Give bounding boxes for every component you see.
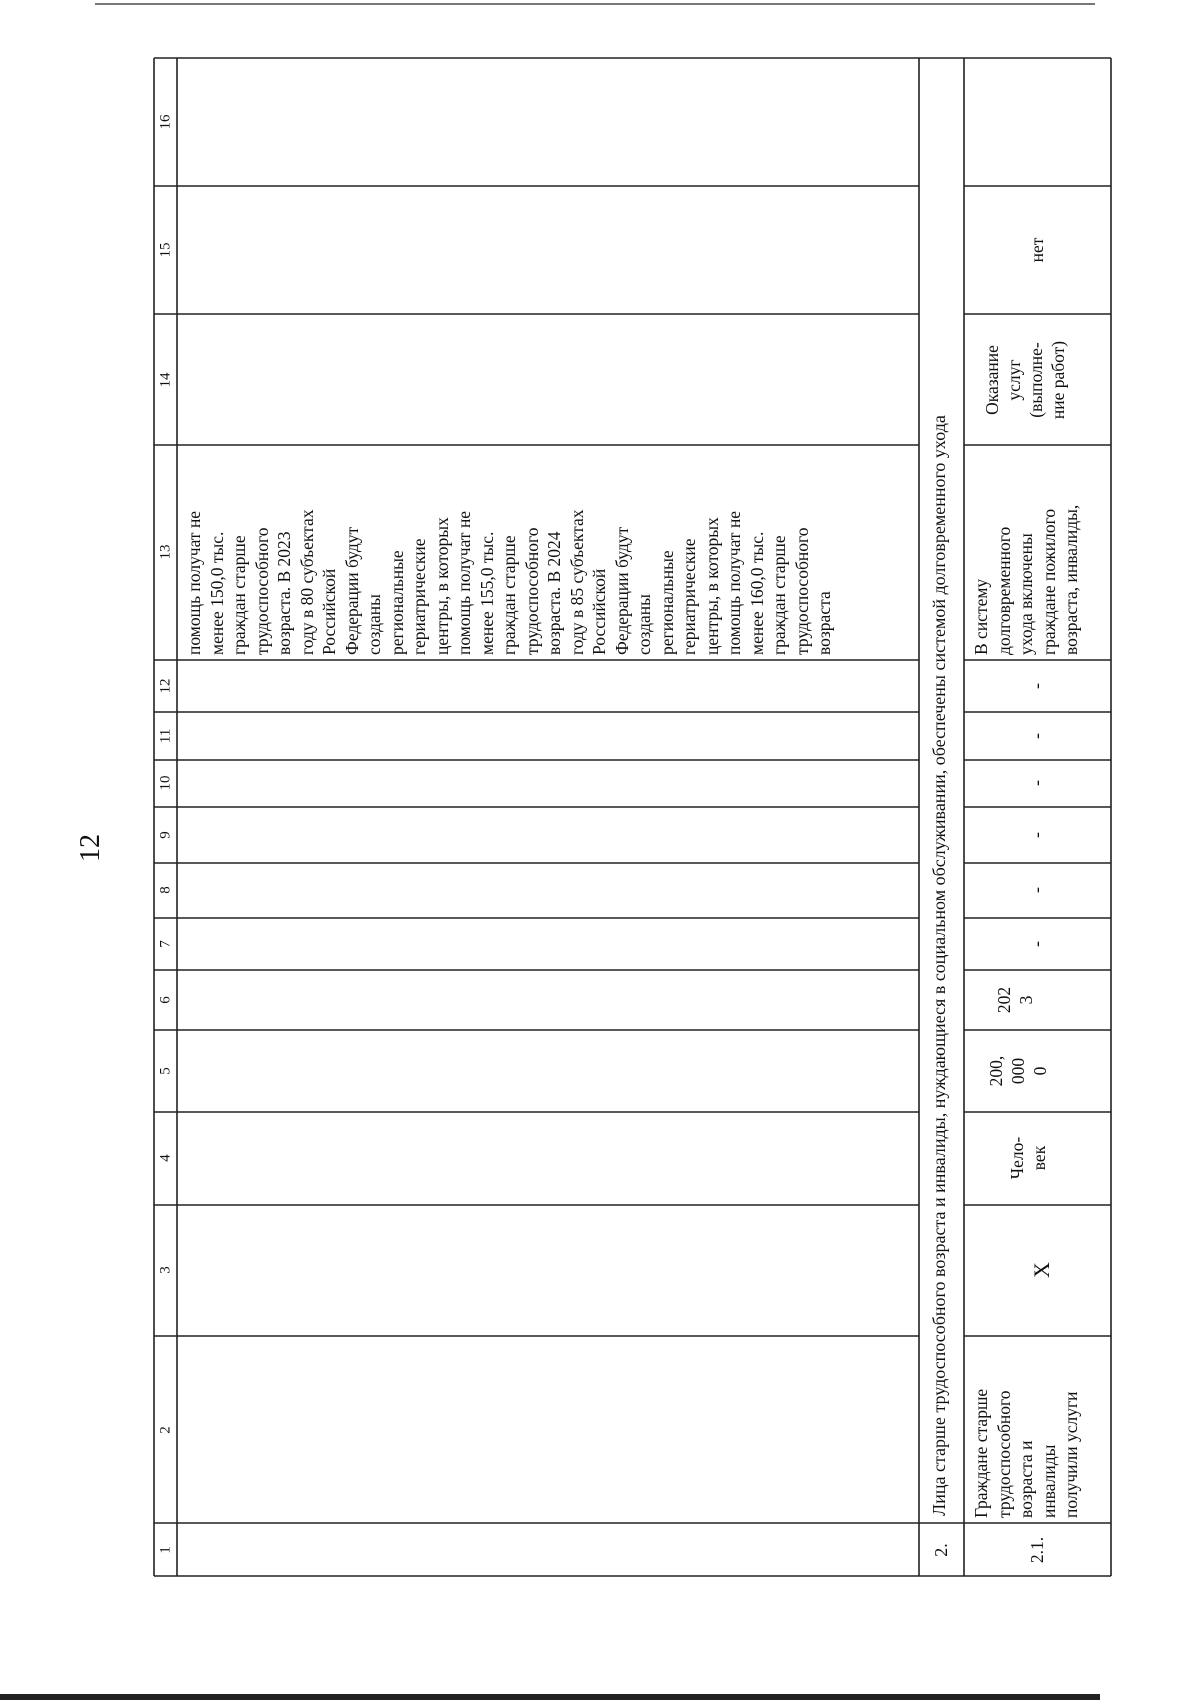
col-header-9: 9 xyxy=(157,831,174,839)
section-title: Лица старше трудоспособного возраста и инвалиды, нуждающиеся в социальном обслуживании, обеспечены системой долговременного ухода xyxy=(929,415,949,1516)
row-2-1-col15: нет xyxy=(1027,237,1047,263)
col-header-11: 11 xyxy=(157,728,174,744)
col-header-15: 15 xyxy=(157,242,174,258)
col-header-14: 14 xyxy=(157,372,174,388)
col-header-6: 6 xyxy=(157,996,174,1004)
row-2-1-col8: - xyxy=(1026,887,1047,893)
row-2-1-col13: В систему долговременного ухода включены граждане пожилого возраста, инвалиды, xyxy=(971,504,1081,655)
col-header-12: 12 xyxy=(157,678,174,694)
row-2-1-unit: Чело- век xyxy=(1007,1136,1049,1180)
row-2-1-col9: - xyxy=(1026,832,1047,838)
row-2-1-col12: - xyxy=(1026,683,1047,689)
section-number: 2. xyxy=(931,1543,951,1557)
row-2-1-col3: X xyxy=(1029,1262,1054,1278)
col-header-16: 16 xyxy=(157,114,174,130)
col-header-7: 7 xyxy=(157,940,174,948)
col-header-10: 10 xyxy=(157,775,174,791)
row-2-1-col14: Оказание услуг (выполне- ние работ) xyxy=(982,340,1068,420)
row-2-1-name: Граждане старше трудоспособного возраста и инвалиды получили услуги xyxy=(971,1388,1081,1518)
row-2-1-value: 200, 000 0 xyxy=(986,1055,1050,1087)
col-header-5: 5 xyxy=(157,1067,174,1075)
col-header-13: 13 xyxy=(157,544,174,560)
page-number: 12 xyxy=(75,834,106,862)
continuation-col13-text: помощь получат не менее 150,0 тыс. граждан старше трудоспособного возраста. В 2023 году в 80 субъектах Российской Федерации будут созданы региональные гериатрические центры, в которых помощь получат не менее 155,0 тыс. граждан старше трудоспособного возраста. В 2024 году в 85 субъектах Российской Федерации будут созданы региональные гериатрические центры, в которых помощь получат не менее 160,0 тыс. граждан старше трудоспособного возраста xyxy=(184,509,834,655)
row-2-1-number: 2.1. xyxy=(1027,1536,1047,1564)
row-2-1-col11: - xyxy=(1026,733,1047,739)
col-header-1: 1 xyxy=(157,1546,174,1554)
row-2-1-year: 202 3 xyxy=(994,986,1036,1014)
row-2-1-col7: - xyxy=(1026,941,1047,947)
col-header-4: 4 xyxy=(157,1154,174,1162)
col-header-8: 8 xyxy=(157,886,174,894)
row-2-1-col10: - xyxy=(1026,780,1047,786)
col-header-3: 3 xyxy=(157,1266,174,1274)
col-header-2: 2 xyxy=(157,1426,174,1434)
